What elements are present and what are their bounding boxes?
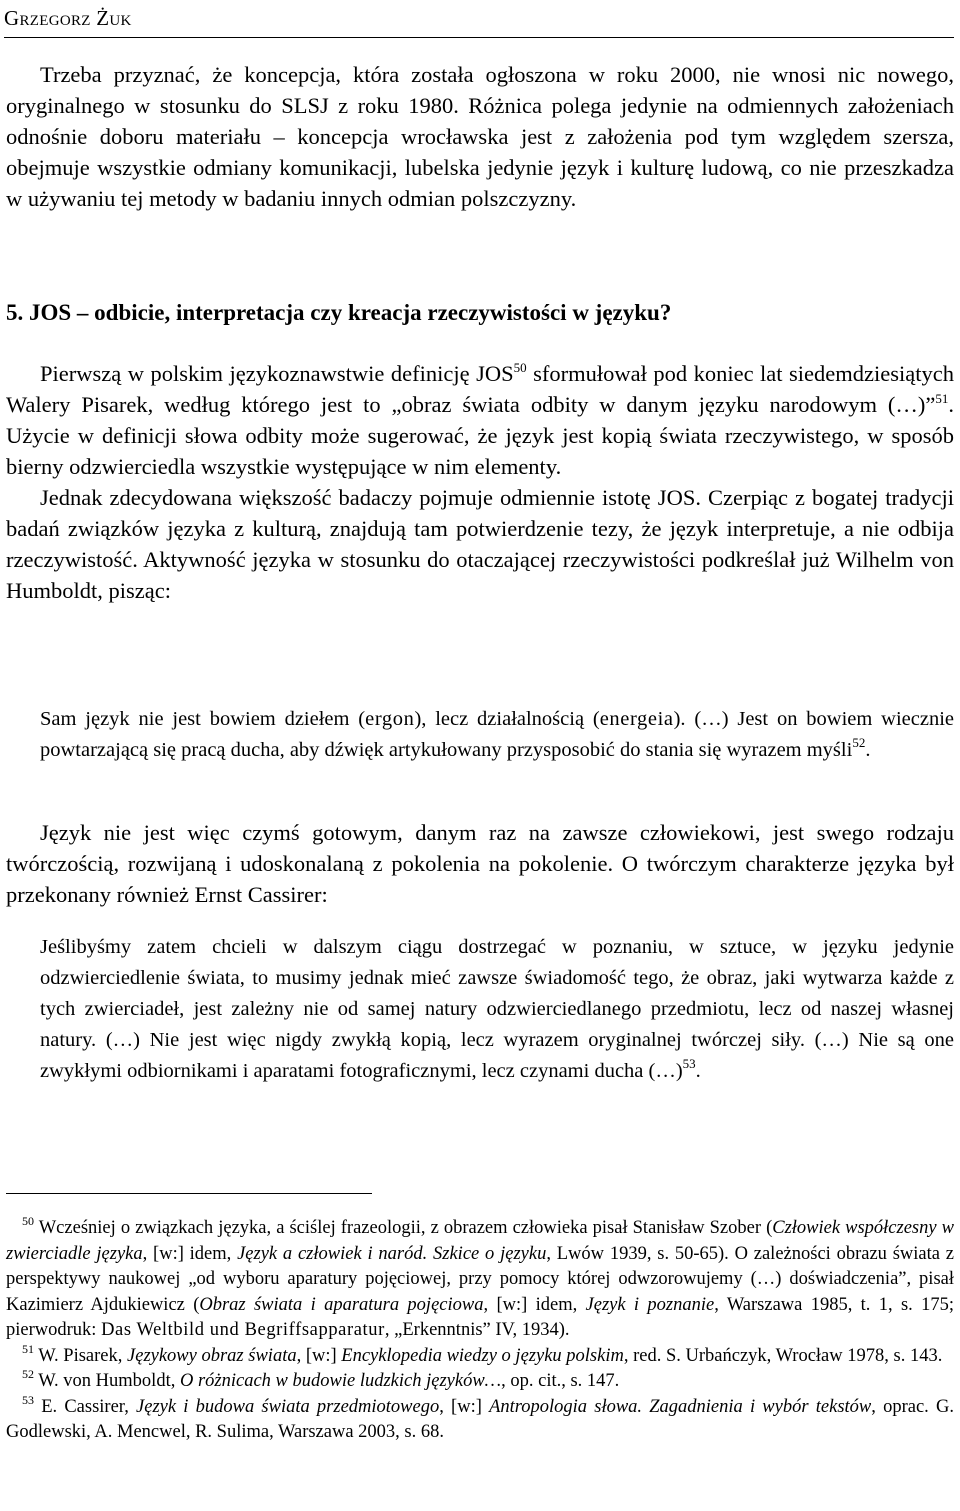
paragraph-2-part-c: . Użycie w definicji słowa odbity może sugerować, że język jest kopią świata rzeczywistego, w sposób bierny odzwierciedla wszystkie występujące w nim elementy. xyxy=(6,392,954,479)
paragraph-1 xyxy=(6,59,954,214)
quote-2-part-b: . xyxy=(695,1060,701,1082)
quote-1-ergon: ergon xyxy=(365,708,415,730)
footnote-number-50: 50 xyxy=(22,1214,34,1228)
author-last-name: Żuk xyxy=(96,6,132,30)
quote-1-part-d: . xyxy=(865,739,871,761)
paragraph-2-part-b: sformułował pod koniec lat siedemdziesiątych Walery Pisarek, według którego jest to „obraz świata odbity w danym języku narodowym (…)” xyxy=(6,361,954,417)
quote-1-part-c: ). (…) Jest on bowiem wiecznie powtarzającą się pracą ducha, aby dźwięk artykułowany przysposobić do stania się wyrazem myśli xyxy=(40,708,954,761)
footnote-51: $^{51}$ W. Pisarek, Językowy obraz świata, [w:] Encyklopedia wiedzy o języku polskim, red. S. Urbańczyk, Wrocław 1978, s. 143. xyxy=(22,1341,943,1366)
block-quote-humboldt xyxy=(40,704,954,766)
quote-1-part-b: ), lecz działalnością ( xyxy=(414,708,600,730)
paragraph-3-text: Jednak zdecydowana większość badaczy pojmuje odmiennie istotę JOS. Czerpiąc z bogatej tradycji badań związków języka z kulturą, znajdują tam potwierdzenie tezy, że język interpretuje, a nie odbija rzeczywistość. Aktywność języka w stosunku do otaczającej rzeczywistości podkreślał już Wilhelm von Humboldt, pisząc: xyxy=(6,485,954,603)
footnote-ref-51[interactable]: 51 xyxy=(935,391,949,406)
footnote-ref-50[interactable]: 50 xyxy=(513,360,527,375)
block-quote-cassirer xyxy=(40,932,954,1087)
section-heading: 5. JOS – odbicie, interpretacja czy kreacja rzeczywistości w języku? xyxy=(6,300,672,325)
quote-1-energeia: energeia xyxy=(599,708,674,730)
quote-2-part-a: Jeślibyśmy zatem chcieli w dalszym ciągu dostrzegać w poznaniu, w sztuce, w języku jedynie odzwierciedlenie świata, to musimy jednak mieć zawsze świadomość tego, że obraz, jaki wytwarza każde z tych zwierciadeł, jest zależny nie od samej natury odzwierciedlanego przedmiotu, lecz od naszej własnej natury. (…) Nie jest więc nigdy zwykłą kopią, lecz wyrazem oryginalnej twórczej siły. (…) Nie są one zwykłymi odbiornikami i aparatami fotograficznymi, lecz czynami ducha (…) xyxy=(40,936,954,1082)
header-rule xyxy=(4,37,954,38)
quote-1-part-a: Sam język nie jest bowiem dziełem ( xyxy=(40,708,366,730)
footnotes xyxy=(6,1216,954,1446)
footnote-number-53: 53 xyxy=(22,1392,34,1407)
footnote-number-52: 52 xyxy=(22,1367,34,1381)
footnote-rule xyxy=(6,1193,372,1194)
paragraph-2-part-a: Pierwszą w polskim językoznawstwie definicję JOS xyxy=(40,361,514,386)
author-first-name: Grzegorz xyxy=(4,6,91,30)
paragraph-1-text: Trzeba przyznać, że koncepcja, która została ogłoszona w roku 2000, nie wnosi nic nowego, oryginalnego w stosunku do SLSJ z roku 1980. Różnica polega jedynie na odmiennych założeniach odnośnie doboru materiału – koncepcja wrocławska jest z założenia pod tym względem szersza, obejmuje wszystkie odmiany komunikacji, lubelska jedynie język i kulturę ludową, co nie przeszkadza w używaniu tej metody w badaniu innych odmian polszczyzny. xyxy=(6,62,954,211)
paragraph-4 xyxy=(6,817,954,910)
footnote-50: $^{50}$ Wcześniej o związkach języka, a ściślej frazeologii, z obrazem człowieka pisał Stanisław Szober (Człowiek współczesny w zwierciadle języka, [w:] idem, Język a człowiek i naród. Szkice o języku, Lwów 1939, s. 50-65). O zależności obrazu świata z perspektywy naukowej „od wyboru aparatury pojęciowej, przy pomocy której odwzorowujemy (…) doświadczenia”, pisał Kazimierz Ajdukiewicz (Obraz świata i aparatura pojęciowa, [w:] idem, Język i poznanie, Warszawa 1985, t. 1, s. 175; pierwodruk: Das Weltbild und Begriffsapparatur, „Erkenntnis” IV, 1934). xyxy=(6,1214,954,1340)
paragraph-4-text: Język nie jest więc czymś gotowym, danym raz na zawsze człowiekowi, jest swego rodzaju twórczością, rozwijaną i udoskonalaną z pokolenia na pokolenie. O twórczym charakterze języka był przekonany również Ernst Cassirer: xyxy=(6,820,954,907)
footnote-ref-52[interactable]: 52 xyxy=(852,735,866,750)
footnote-53: $^{53}$ E. Cassirer, Język i budowa świata przedmiotowego, [w:] Antropologia słowa. Zagadnienia i wybór tekstów, oprac. G. Godlewski, A. Mencwel, R. Sulima, Warszawa 2003, s. 68. xyxy=(6,1392,954,1442)
running-head xyxy=(4,6,954,31)
footnote-ref-53[interactable]: 53 xyxy=(682,1056,696,1071)
paragraph-2 xyxy=(6,358,954,606)
footnote-number-51: 51 xyxy=(22,1341,34,1356)
footnote-52: $^{52}$ W. von Humboldt, O różnicach w budowie ludzkich języków…, op. cit., s. 147. xyxy=(22,1367,620,1391)
